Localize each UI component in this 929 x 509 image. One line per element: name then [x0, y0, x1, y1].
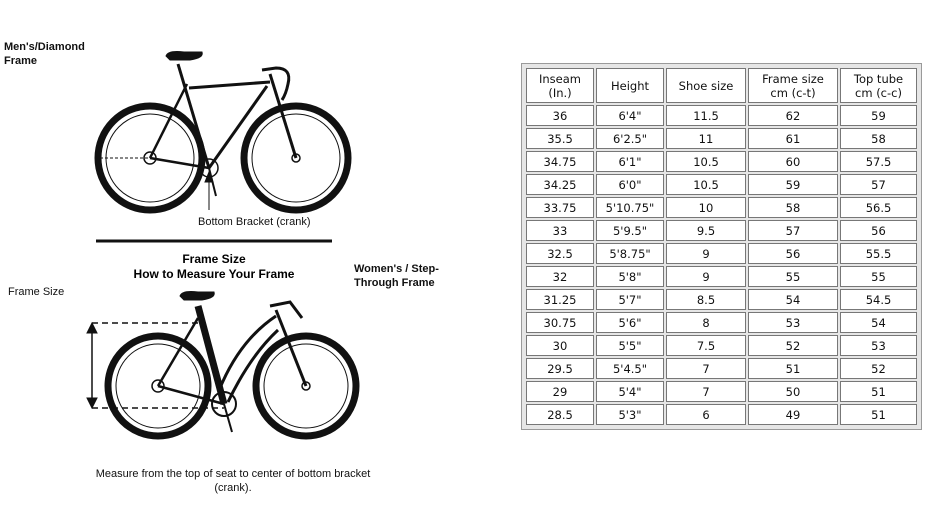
cell-inseam: 36	[526, 105, 594, 126]
cell-top-tube: 58	[840, 128, 917, 149]
cell-top-tube: 56	[840, 220, 917, 241]
cell-frame-size: 49	[748, 404, 838, 425]
table-row	[526, 266, 917, 287]
cell-shoe-size: 7.5	[666, 335, 746, 356]
frame-size-label: Frame Size	[8, 286, 65, 298]
size-chart-panel	[521, 63, 922, 430]
cell-inseam: 29	[526, 381, 594, 402]
title-line-2: How to Measure Your Frame	[133, 267, 295, 281]
cell-top-tube: 51	[840, 404, 917, 425]
cell-top-tube: 53	[840, 335, 917, 356]
table-row	[526, 197, 917, 218]
cell-frame-size: 53	[748, 312, 838, 333]
cell-inseam: 30	[526, 335, 594, 356]
cell-inseam: 28.5	[526, 404, 594, 425]
bottom-bracket-label: Bottom Bracket (crank)	[198, 216, 311, 228]
frame-size-title	[96, 252, 332, 282]
cell-frame-size: 59	[748, 174, 838, 195]
cell-inseam: 34.25	[526, 174, 594, 195]
cell-frame-size: 55	[748, 266, 838, 287]
cell-shoe-size: 7	[666, 358, 746, 379]
table-row	[526, 358, 917, 379]
cell-inseam: 32	[526, 266, 594, 287]
cell-inseam: 33.75	[526, 197, 594, 218]
cell-inseam: 32.5	[526, 243, 594, 264]
table-row	[526, 220, 917, 241]
cell-inseam: 31.25	[526, 289, 594, 310]
cell-height: 5'10.75"	[596, 197, 664, 218]
cell-top-tube: 54	[840, 312, 917, 333]
cell-top-tube: 56.5	[840, 197, 917, 218]
womens-bike-drawing	[87, 292, 356, 437]
cell-height: 6'2.5"	[596, 128, 664, 149]
cell-frame-size: 57	[748, 220, 838, 241]
cell-frame-size: 56	[748, 243, 838, 264]
cell-height: 5'4"	[596, 381, 664, 402]
cell-height: 5'5"	[596, 335, 664, 356]
cell-shoe-size: 9	[666, 266, 746, 287]
table-row	[526, 243, 917, 264]
cell-shoe-size: 8	[666, 312, 746, 333]
cell-frame-size: 52	[748, 335, 838, 356]
cell-shoe-size: 6	[666, 404, 746, 425]
cell-top-tube: 57	[840, 174, 917, 195]
cell-shoe-size: 7	[666, 381, 746, 402]
cell-height: 5'8.75"	[596, 243, 664, 264]
cell-frame-size: 50	[748, 381, 838, 402]
cell-inseam: 35.5	[526, 128, 594, 149]
cell-top-tube: 54.5	[840, 289, 917, 310]
cell-height: 5'7"	[596, 289, 664, 310]
cell-height: 6'0"	[596, 174, 664, 195]
table-header-row	[526, 68, 917, 103]
cell-shoe-size: 11.5	[666, 105, 746, 126]
cell-top-tube: 51	[840, 381, 917, 402]
cell-top-tube: 52	[840, 358, 917, 379]
table-row	[526, 151, 917, 172]
table-row	[526, 289, 917, 310]
mens-frame-label: Men's/Diamond Frame	[4, 41, 85, 67]
cell-height: 5'8"	[596, 266, 664, 287]
table-row	[526, 174, 917, 195]
table-row	[526, 404, 917, 425]
cell-height: 6'1"	[596, 151, 664, 172]
cell-frame-size: 54	[748, 289, 838, 310]
cell-height: 6'4"	[596, 105, 664, 126]
mens-bike-drawing	[98, 52, 348, 211]
size-chart-body	[526, 105, 917, 425]
cell-inseam: 34.75	[526, 151, 594, 172]
cell-height: 5'4.5"	[596, 358, 664, 379]
cell-top-tube: 55	[840, 266, 917, 287]
cell-height: 5'3"	[596, 404, 664, 425]
table-row	[526, 128, 917, 149]
header-shoe-size: Shoe size	[666, 68, 746, 103]
header-frame-size: Frame size cm (c-t)	[748, 68, 838, 103]
cell-shoe-size: 9	[666, 243, 746, 264]
cell-inseam: 30.75	[526, 312, 594, 333]
cell-shoe-size: 10.5	[666, 151, 746, 172]
header-inseam: Inseam (In.)	[526, 68, 594, 103]
table-row	[526, 381, 917, 402]
cell-height: 5'9.5"	[596, 220, 664, 241]
table-row	[526, 335, 917, 356]
cell-shoe-size: 10	[666, 197, 746, 218]
table-row	[526, 312, 917, 333]
cell-top-tube: 55.5	[840, 243, 917, 264]
cell-top-tube: 59	[840, 105, 917, 126]
cell-shoe-size: 8.5	[666, 289, 746, 310]
table-row	[526, 105, 917, 126]
header-top-tube: Top tube cm (c-c)	[840, 68, 917, 103]
cell-shoe-size: 10.5	[666, 174, 746, 195]
cell-frame-size: 51	[748, 358, 838, 379]
title-line-1: Frame Size	[182, 252, 246, 266]
cell-frame-size: 62	[748, 105, 838, 126]
cell-shoe-size: 11	[666, 128, 746, 149]
cell-frame-size: 58	[748, 197, 838, 218]
womens-frame-label: Women's / Step-Through Frame	[354, 263, 439, 289]
measure-instruction: Measure from the top of seat to center of bottom bracket (crank).	[95, 468, 371, 494]
cell-frame-size: 61	[748, 128, 838, 149]
cell-frame-size: 60	[748, 151, 838, 172]
cell-inseam: 29.5	[526, 358, 594, 379]
size-chart-table	[524, 66, 919, 427]
header-height: Height	[596, 68, 664, 103]
cell-inseam: 33	[526, 220, 594, 241]
cell-height: 5'6"	[596, 312, 664, 333]
cell-top-tube: 57.5	[840, 151, 917, 172]
cell-shoe-size: 9.5	[666, 220, 746, 241]
